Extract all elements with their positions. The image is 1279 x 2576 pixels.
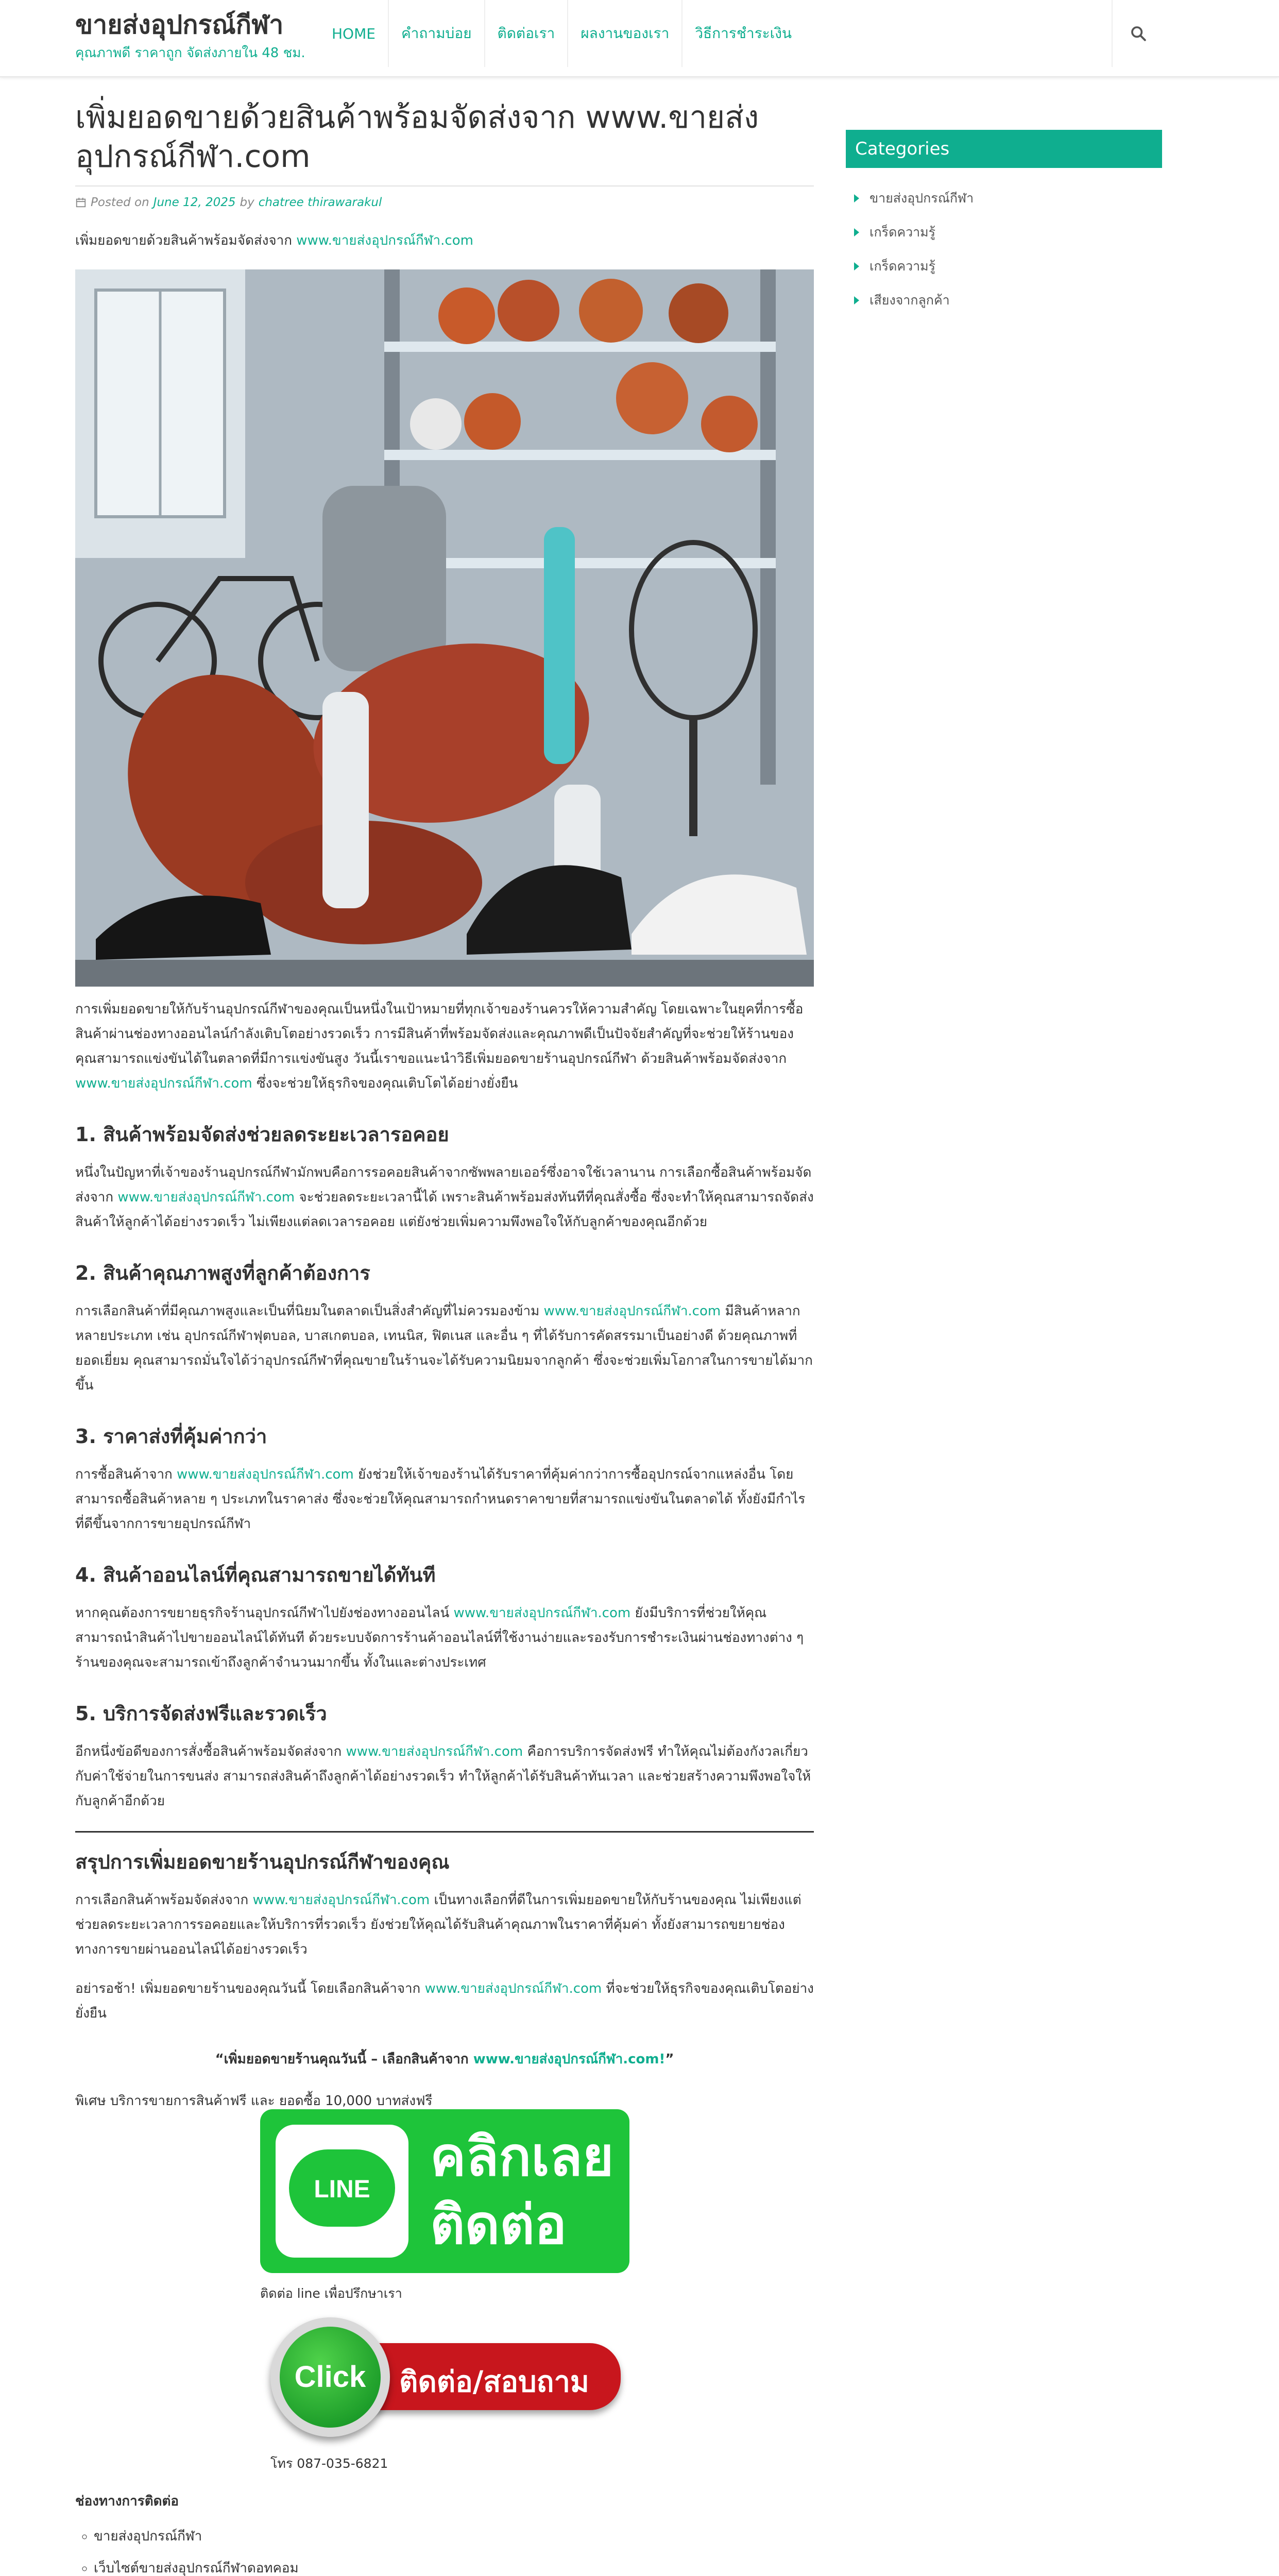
p1-link[interactable]: www.ขายส่งอุปกรณ์กีฬา.com [75, 1076, 252, 1091]
cta-text-b: ที่จะช่วยให้ธุรกิจของคุณเติบโตอย่างยั่งยืน [75, 1981, 814, 2021]
post-title: เพิ่มยอดขายด้วยสินค้าพร้อมจัดส่งจาก www.ขายส่งอุปกรณ์กีฬา.com [75, 99, 759, 175]
s5-link[interactable]: www.ขายส่งอุปกรณ์กีฬา.com [346, 1744, 523, 1759]
category-label: เกร็ดความรู้ [869, 225, 936, 240]
intro-paragraph [75, 997, 814, 1096]
main-content [75, 98, 814, 2111]
click-contact-button[interactable] [270, 2317, 621, 2441]
section-3-paragraph [75, 1462, 814, 1536]
sum-text-a: การเลือกสินค้าพร้อมจัดส่งจาก [75, 1892, 249, 1908]
contact-item: ◦ ขายส่งอุปกรณ์กีฬา [94, 2526, 814, 2547]
meta-by: by [240, 196, 254, 209]
section-1-paragraph [75, 1160, 814, 1234]
site-tagline: คุณภาพดี ราคาถูก จัดส่งภายใน 48 ชม. [75, 45, 305, 61]
categories-list [846, 181, 1162, 317]
category-item[interactable] [846, 283, 1162, 317]
calendar-icon [75, 197, 87, 208]
quote-link[interactable]: www.ขายส่งอุปกรณ์กีฬา.com! [473, 2052, 666, 2067]
featured-image [75, 269, 814, 987]
category-label: เสียงจากลูกค้า [869, 293, 950, 308]
section-5-heading: 5. บริการจัดส่งฟรีและรวดเร็ว [75, 1702, 327, 1725]
s3-text-a: การซื้อสินค้าจาก [75, 1467, 173, 1482]
intro-link[interactable]: www.ขายส่งอุปกรณ์กีฬา.com [296, 233, 473, 248]
arrow-right-icon [854, 194, 859, 202]
intro-line [75, 230, 814, 251]
section-3-heading: 3. ราคาส่งที่คุ้มค่ากว่า [75, 1425, 267, 1448]
s4-text-a: หากคุณต้องการขยายธุรกิจร้านอุปกรณ์กีฬาไปยังช่องทางออนไลน์ [75, 1605, 450, 1621]
arrow-right-icon [854, 228, 859, 236]
s1-text-b: จะช่วยลดระยะเวลานี้ได้ เพราะสินค้าพร้อมส่งทันทีที่คุณสั่งซื้อ ซึ่งจะทำให้คุณสามารถจัดส่งสินค้าให้ลูกค้าได้อย่างรวดเร็ว ไม่เพียงแต่ลดเวลารอคอย แต่ยังช่วยเพิ่มความพึงพอใจให้กับลูกค้าของคุณอีกด้วย [75, 1190, 814, 1230]
section-divider [75, 1831, 814, 1833]
s1-text-a: หนึ่งในปัญหาที่เจ้าของร้านอุปกรณ์กีฬามักพบคือการรอคอยสินค้าจากซัพพลายเออร์ซึ่งอาจใช้เวลานาน การเลือกซื้อสินค้าพร้อมจัดส่งจาก [75, 1165, 812, 1205]
category-item[interactable] [846, 215, 1162, 249]
category-label: ขายส่งอุปกรณ์กีฬา [869, 191, 974, 206]
quote-text-a: “เพิ่มยอดขายร้านคุณวันนี้ – เลือกสินค้าจาก [215, 2052, 469, 2067]
sidebar [846, 130, 1162, 317]
quote-text-b: ” [665, 2052, 674, 2067]
sum-text-b: เป็นทางเลือกที่ดีในการเพิ่มยอดขายให้กับร้านของคุณ ไม่เพียงแต่ช่วยลดระยะเวลาการรอคอยและให้บริการที่รวดเร็ว ยังช่วยให้คุณได้รับสินค้าคุณภาพในราคาที่คุ้มค่า ทั้งยังสามารถขยายช่องทางการขายผ่านออนไลน์ได้อย่างรวดเร็ว [75, 1892, 801, 1957]
s2-text-a: การเลือกสินค้าที่มีคุณภาพสูงและเป็นที่นิยมในตลาดเป็นสิ่งสำคัญที่ไม่ควรมองข้าม [75, 1303, 540, 1319]
contact-heading: ช่องทางการติดต่อ [75, 2494, 179, 2509]
section-4-paragraph [75, 1601, 814, 1675]
summary-heading: สรุปการเพิ่มยอดขายร้านอุปกรณ์กีฬาของคุณ [75, 1851, 450, 1873]
nav-payment[interactable]: วิธีการชำระเงิน [681, 0, 804, 67]
section-4-heading: 4. สินค้าออนไลน์ที่คุณสามารถขายได้ทันที [75, 1564, 436, 1586]
summary-paragraph [75, 1888, 814, 1962]
p1-text: การเพิ่มยอดขายให้กับร้านอุปกรณ์กีฬาของคุณเป็นหนึ่งในเป้าหมายที่ทุกเจ้าของร้านควรให้ความสำคัญ โดยเฉพาะในยุคที่การซื้อสินค้าผ่านช่องทางออนไลน์กำลังเติบโตอย่างรวดเร็ว การมีสินค้าที่พร้อมจัดส่งและคุณภาพดีเป็นปัจจัยสำคัญที่จะช่วยให้ร้านของคุณสามารถแข่งขันได้ในตลาดที่มีการแข่งขันสูง วันนี้เราขอแนะนำวิธีเพิ่มยอดขายร้านอุปกรณ์กีฬา ด้วยสินค้าพร้อมจัดส่งจาก [75, 1002, 804, 1066]
title-divider [75, 185, 814, 187]
category-item[interactable] [846, 181, 1162, 215]
s2-link[interactable]: www.ขายส่งอุปกรณ์กีฬา.com [543, 1303, 721, 1319]
section-2-paragraph [75, 1299, 814, 1398]
meta-prefix: Posted on [91, 196, 149, 209]
cta-text-a: อย่ารอช้า! เพิ่มยอดขายร้านของคุณวันนี้ โดยเลือกสินค้าจาก [75, 1981, 421, 1996]
site-branding[interactable] [75, 9, 305, 63]
promo-text: พิเศษ บริการขายการสินค้าฟรี และ ยอดซื้อ 10,000 บาทส่งฟรี [75, 2093, 433, 2109]
category-label: เกร็ดความรู้ [869, 259, 936, 274]
click-action-text: ติดต่อ/สอบถาม [399, 2365, 589, 2399]
s4-link[interactable]: www.ขายส่งอุปกรณ์กีฬา.com [453, 1605, 631, 1621]
sum-link[interactable]: www.ขายส่งอุปกรณ์กีฬา.com [252, 1892, 430, 1908]
section-1-heading: 1. สินค้าพร้อมจัดส่งช่วยลดระยะเวลารอคอย [75, 1123, 449, 1146]
nav-home[interactable]: HOME [332, 25, 376, 42]
section-5-paragraph [75, 1739, 814, 1814]
categories-widget-title: Categories [846, 130, 1162, 168]
nav-contact[interactable]: ติดต่อเรา [484, 0, 568, 67]
contact-list-1 [75, 2526, 814, 2547]
arrow-right-icon [854, 296, 859, 304]
post-date-link[interactable]: June 12, 2025 [153, 196, 236, 209]
category-item[interactable] [846, 249, 1162, 283]
line-button-top-text: คลิกเลย [430, 2125, 614, 2188]
phone-caption: โทร 087-035-6821 [270, 2456, 388, 2471]
line-logo-box [276, 2125, 408, 2258]
nav-portfolio[interactable]: ผลงานของเรา [567, 0, 681, 67]
s2-text-b: มีสินค้าหลากหลายประเภท เช่น อุปกรณ์กีฬาฟุตบอล, บาสเกตบอล, เทนนิส, ฟิตเนส และอื่น ๆ ที่ได้รับการคัดสรรมาเป็นอย่างดี ด้วยคุณภาพที่ยอดเยี่ยม คุณสามารถมั่นใจได้ว่าอุปกรณ์กีฬาที่คุณขายในร้านจะได้รับความนิยมจากลูกค้า ซึ่งจะช่วยเพิ่มโอกาสในการขายได้มากขึ้น [75, 1303, 813, 1393]
s5-text-a: อีกหนึ่งข้อดีของการสั่งซื้อสินค้าพร้อมจัดส่งจาก [75, 1744, 342, 1759]
p1-tail: ซึ่งจะช่วยให้ธุรกิจของคุณเติบโตได้อย่างยั่งยืน [256, 1076, 518, 1091]
main-navigation [319, 0, 804, 67]
contact-section [75, 2490, 814, 2576]
cta-paragraph [75, 1976, 814, 2026]
search-icon [1130, 25, 1147, 42]
s5-text-b: คือการบริการจัดส่งฟรี ทำให้คุณไม่ต้องกังวลเกี่ยวกับค่าใช้จ่ายในการขนส่ง สามารถส่งสินค้าถึงลูกค้าได้อย่างรวดเร็ว ทำให้ลูกค้าได้รับสินค้าทันเวลา และช่วยสร้างความพึงพอใจให้กับลูกค้าอีกด้วย [75, 1744, 811, 1809]
site-title[interactable]: ขายส่งอุปกรณ์กีฬา [75, 10, 284, 40]
site-header [0, 0, 1279, 77]
search-button[interactable] [1112, 0, 1164, 67]
cta-link[interactable]: www.ขายส่งอุปกรณ์กีฬา.com [424, 1981, 602, 1996]
quote-line [75, 2048, 814, 2070]
click-text: Click [294, 2360, 366, 2394]
nav-faq[interactable]: คำถามบ่อย [388, 0, 484, 67]
arrow-right-icon [854, 262, 859, 270]
s1-link[interactable]: www.ขายส่งอุปกรณ์กีฬา.com [117, 1190, 295, 1205]
line-button-bottom-text: ติดต่อเรา [430, 2193, 567, 2320]
s4-text-b: ยังมีบริการที่ช่วยให้คุณสามารถนำสินค้าไปขายออนไลน์ได้ทันที ด้วยระบบจัดการร้านค้าออนไลน์ที่ใช้งานง่ายและรองรับการชำระเงินผ่านช่องทางต่าง ๆ ร้านของคุณจะสามารถเข้าถึงลูกค้าจำนวนมากขึ้น ทั้งในและต่างประเทศ [75, 1605, 804, 1670]
post-meta [75, 196, 814, 209]
post-author-link[interactable]: chatree thirawarakul [258, 196, 382, 209]
line-caption: ติดต่อ line เพื่อปรึกษาเรา [260, 2286, 402, 2301]
sports-equipment-illustration [75, 269, 814, 987]
section-2-heading: 2. สินค้าคุณภาพสูงที่ลูกค้าต้องการ [75, 1262, 370, 1284]
contact-item: ◦ เว็บไซต์ขายส่งอุปกรณ์กีฬาดอทคอม [94, 2558, 814, 2576]
s3-text-b: ยังช่วยให้เจ้าของร้านได้รับราคาที่คุ้มค่ากว่าการซื้ออุปกรณ์จากแหล่งอื่น โดยสามารถซื้อสินค้าหลาย ๆ ประเภทในราคาส่ง ซึ่งจะช่วยให้คุณสามารถกำหนดราคาขายที่สามารถแข่งขันในตลาดได้ ทั้งยังมีกำไรที่ดีขึ้นจากการขายอุปกรณ์กีฬา [75, 1467, 806, 1532]
line-logo-text: LINE [314, 2176, 370, 2203]
s3-link[interactable]: www.ขายส่งอุปกรณ์กีฬา.com [177, 1467, 354, 1482]
contact-list-2 [75, 2558, 814, 2576]
intro-text: เพิ่มยอดขายด้วยสินค้าพร้อมจัดส่งจาก [75, 233, 292, 248]
